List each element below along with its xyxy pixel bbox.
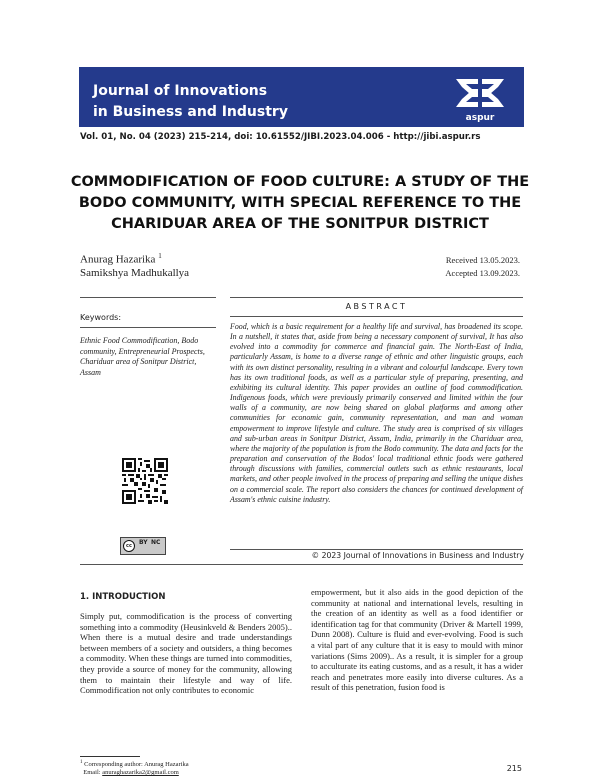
received-date: Received 13.05.2023. [445, 255, 520, 265]
divider [230, 316, 523, 317]
footnote-author [80, 759, 189, 769]
paper-title-line2: BODO COMMUNITY, WITH SPECIAL REFERENCE TO THE [78, 195, 522, 211]
author-name: Anurag Hazarika [80, 253, 156, 266]
email-link[interactable]: anuraghazarika2@gmail.com [102, 769, 179, 777]
author-footnote-mark: 1 [158, 252, 162, 260]
abstract-body: Food, which is a basic requirement for a healthy life and survival, has broadened its scope. In a nutshell, it states that, aside from being a necessary component of survival, It has also evolved into a commodity for commerce and financial gain. The North-East of India, particularly Assam, is home to a diverse range of ethnic and other linguistic groups, each with its own distinct personality, resulting in a vibrant and colourful landscape. Every town has its own traditional foods, as well as a particular style of preparing, presenting, and exhibiting its cultural identity. This paper provides an outline of food commodification. Indigenous foods, which were previously primarily conserved and limited within the four walls of a community, are now being shared on global platforms and among other communities for economic gain, community representation, and man and woman empowerment to improve lifestyle and culture. The study area is comprised of six villages and sub-urban areas in Sonitpur District, Assam, India, primarily in the Chariduar area, where the majority of the population is from the Bodo community. The data and facts for the preparation and conservation of the Bodos' local traditional ethnic foods were gathered through discussions with families, commercial outlets such as ethnic restaurants, local markets, and other people involved in the process of preparing and selling the unique dishes on a commercial scale. The report also considers the chances for continued development of Assam's ethnic cuisine industry. [230, 322, 523, 504]
aspur-logo-icon [450, 75, 510, 111]
copyright-notice: © 2023 Journal of Innovations in Business and Industry [311, 551, 524, 560]
paper-title [70, 172, 530, 235]
cc-nc-label: NC [151, 539, 161, 546]
author-item [80, 267, 189, 280]
submission-dates [445, 254, 520, 280]
footnote-text: Corresponding author: Anurag Hazarika [84, 761, 189, 769]
paper-title-line3: CHARIDUAR AREA OF THE SONITPUR DISTRICT [111, 216, 489, 232]
author-list [80, 250, 189, 280]
footnote-mark: 1 [80, 760, 83, 765]
qr-code [122, 458, 168, 504]
journal-title-line2: in Business and Industry [93, 104, 288, 120]
accepted-date: Accepted 13.09.2023. [445, 268, 520, 278]
journal-banner [79, 67, 524, 127]
creative-commons-badge [120, 537, 166, 555]
cc-by-label: BY [139, 539, 148, 546]
body-column-right: empowerment, but it also aids in the good depiction of the community at national and international levels, resulting in the creation of an identity as well as a food identifier or identification tag for that community (Driver & Martell 1999, Dunn 2008). Culture is fluid and ever-evolving. Food is such a vital part of any culture that it is easy to mould with minor variations (Sims 2009).. As a result, it is simpler for a group to acculturate its eating customs, and as a result, it has a wider reach and penetrates more easily into diverse cultures. As a result of this penetration, fusion food is [311, 587, 523, 693]
divider [80, 564, 523, 565]
divider [80, 297, 216, 298]
journal-title-line1: Journal of Innovations [93, 83, 268, 99]
logo-text: aspur [465, 113, 495, 123]
divider [230, 549, 523, 550]
section-heading: 1. INTRODUCTION [80, 592, 166, 602]
paper-title-line1: COMMODIFICATION OF FOOD CULTURE: A STUDY OF THE [70, 174, 530, 190]
cc-icon: cc [123, 540, 135, 552]
keywords-text: Ethnic Food Commodification, Bodo community, Entrepreneurial Prospects, Chariduar area of Sonitpur District, Assam [80, 336, 205, 377]
aspur-logo [450, 75, 510, 123]
email-label: Email: [83, 769, 101, 777]
abstract-heading: ABSTRACT [345, 302, 408, 311]
author-item [80, 250, 189, 267]
divider [230, 297, 523, 298]
citation-line: Vol. 01, No. 04 (2023) 215-214, doi: 10.61552/JIBI.2023.04.006 - http://jibi.aspur.rs [80, 132, 481, 142]
divider [80, 327, 216, 328]
journal-title [93, 81, 288, 123]
body-column-left: Simply put, commodification is the process of converting something into a commodity (Heusinkveld & Benders 2005).. When there is a mutual desire and trade understandings between members of a society and outsiders, a thing becomes a commodity. When these things are turned into commodities, they provide a source of money for the community, allowing them to maintain their lifestyle and way of life. Commodification not only contributes to economic [80, 611, 292, 696]
keywords-label: Keywords: [80, 313, 122, 322]
author-name: Samikshya Madhukallya [80, 266, 190, 279]
footnote-divider [80, 756, 140, 757]
page-number: 215 [506, 764, 522, 773]
footnote [80, 759, 189, 777]
